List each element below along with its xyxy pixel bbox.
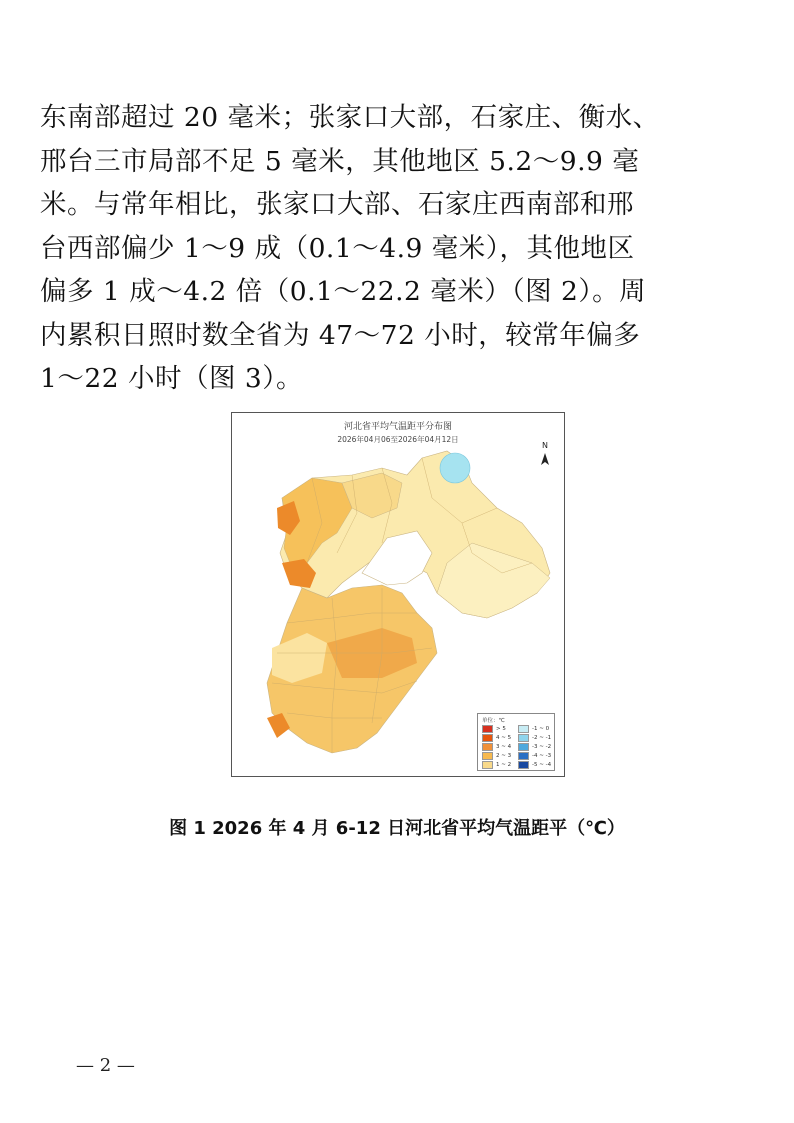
- figure-subtitle: 2026年04月06至2026年04月12日: [337, 435, 459, 444]
- paragraph-line: 偏多 1 成～4.2 倍（0.1～22.2 毫米）（图 2）。周: [40, 276, 647, 307]
- legend-swatch: [518, 752, 529, 760]
- legend-swatch: [482, 752, 493, 760]
- figure-title: 河北省平均气温距平分布图: [343, 422, 452, 432]
- north-arrow-icon: [541, 453, 549, 465]
- paragraph-line: 米。与常年相比，张家口大部、石家庄西南部和邢: [40, 189, 634, 220]
- paragraph-line: 台西部偏少 1～9 成（0.1～4.9 毫米），其他地区: [40, 232, 635, 264]
- legend-label: -3 ~ -2: [532, 743, 552, 750]
- legend-item: [482, 751, 511, 760]
- legend-item: [518, 751, 551, 760]
- body-paragraph: [40, 96, 760, 401]
- paragraph-line: 邢台三市局部不足 5 毫米，其他地区 5.2～9.9 毫: [40, 145, 640, 177]
- legend-label: 1 ~ 2: [496, 761, 512, 768]
- legend-swatch: [482, 743, 493, 751]
- legend-swatch: [482, 734, 493, 742]
- legend-col-warm: [482, 724, 511, 769]
- legend-item: [482, 760, 511, 769]
- legend-label: > 5: [496, 725, 506, 732]
- legend-item: [518, 742, 551, 751]
- legend-col-cool: [518, 724, 551, 769]
- paragraph-line: 内累积日照时数全省为 47～72 小时，较常年偏多: [40, 319, 641, 351]
- legend-item: [482, 724, 511, 733]
- paragraph-line: 1～22 小时（图 3）。: [40, 363, 304, 394]
- legend-title: 单位：℃: [482, 718, 505, 724]
- legend-label: 3 ~ 4: [496, 743, 512, 750]
- legend-item: [482, 742, 511, 751]
- legend-label: -5 ~ -4: [532, 761, 552, 768]
- map-legend: [477, 713, 555, 771]
- legend-swatch: [482, 761, 493, 769]
- temperature-anomaly-map-figure: [231, 412, 565, 777]
- legend-label: 4 ~ 5: [496, 734, 512, 741]
- legend-item: [518, 724, 551, 733]
- legend-label: -2 ~ -1: [532, 734, 552, 741]
- map-cool-spot: [440, 453, 470, 483]
- figure-caption: 图 1 2026 年 4 月 6-12 日河北省平均气温距平（℃）: [169, 818, 625, 839]
- legend-swatch: [482, 725, 493, 733]
- legend-swatch: [518, 743, 529, 751]
- legend-label: -1 ~ 0: [532, 725, 550, 732]
- legend-swatch: [518, 761, 529, 769]
- legend-item: [518, 733, 551, 742]
- legend-label: -4 ~ -3: [532, 752, 552, 759]
- legend-swatch: [518, 734, 529, 742]
- legend-label: 2 ~ 3: [496, 752, 512, 759]
- page-number: — 2 —: [76, 1055, 135, 1076]
- legend-item: [518, 760, 551, 769]
- north-label: N: [542, 441, 548, 450]
- legend-item: [482, 733, 511, 742]
- legend-swatch: [518, 725, 529, 733]
- paragraph-line: 东南部超过 20 毫米；张家口大部，石家庄、衡水、: [40, 102, 660, 133]
